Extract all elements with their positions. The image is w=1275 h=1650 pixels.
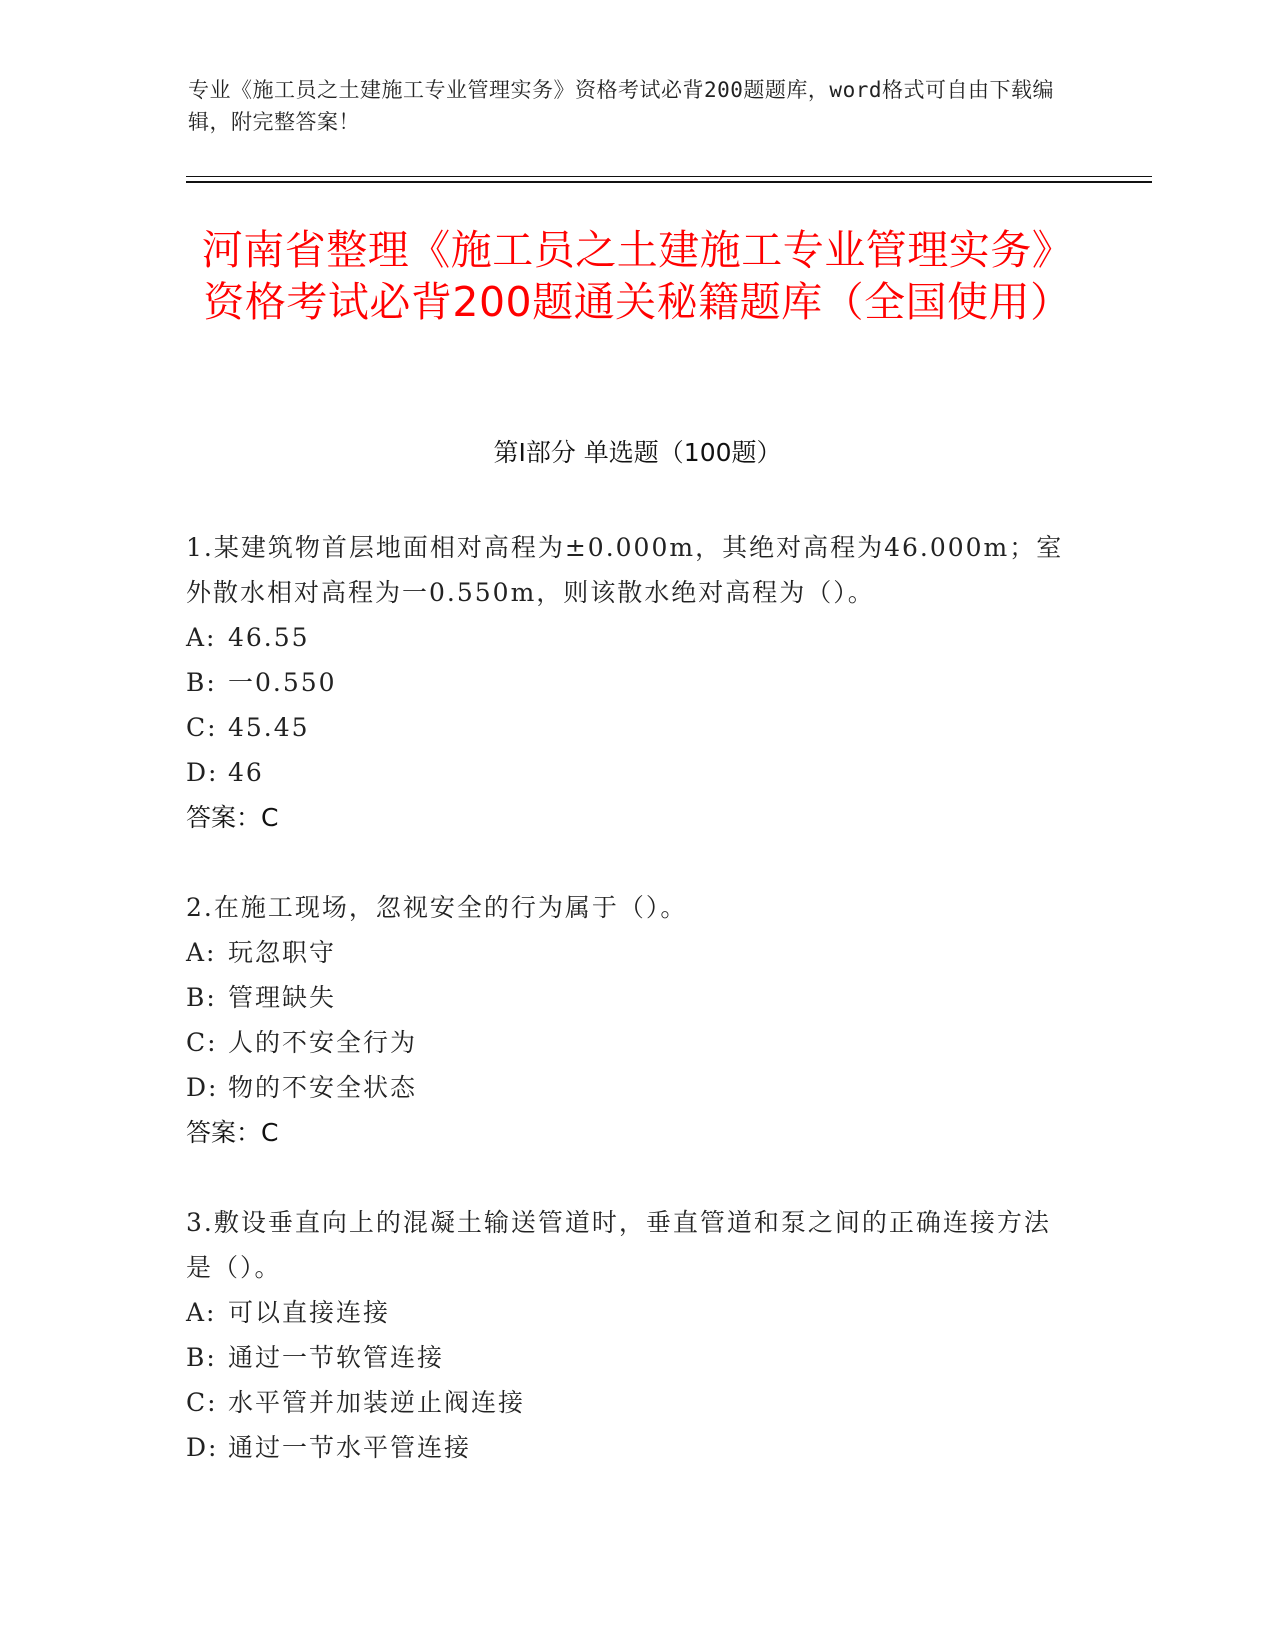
- question-1: [186, 525, 1086, 840]
- document-title: 河南省整理《施工员之土建施工专业管理实务》资格考试必背200题通关秘籍题库（全国使用）: [201, 226, 1074, 326]
- option-text: 管理缺失: [228, 983, 337, 1012]
- question-3: [186, 1200, 1086, 1470]
- option-b: [186, 660, 1086, 705]
- option-letter: C:: [186, 1388, 218, 1417]
- option-text: 玩忽职守: [228, 938, 337, 967]
- option-d: [186, 1425, 1086, 1470]
- option-text: 45.45: [228, 713, 310, 742]
- option-d: [186, 1065, 1086, 1110]
- header-note: 专业《施工员之土建施工专业管理实务》资格考试必背200题题库，word格式可自由下载编辑，附完整答案！: [188, 78, 1054, 134]
- option-text: 一0.550: [228, 668, 337, 697]
- option-text: 水平管并加装逆止阀连接: [228, 1388, 526, 1417]
- option-letter: D:: [186, 1073, 219, 1102]
- header-divider-thick: [186, 181, 1152, 183]
- option-letter: C:: [186, 713, 218, 742]
- option-letter: D:: [186, 1433, 219, 1462]
- option-text: 物的不安全状态: [228, 1073, 418, 1102]
- option-a: [186, 1290, 1086, 1335]
- answer-line: 答案：C: [186, 803, 279, 832]
- option-a: [186, 615, 1086, 660]
- option-text: 通过一节水平管连接: [228, 1433, 472, 1462]
- option-c: [186, 1020, 1086, 1065]
- option-text: 可以直接连接: [228, 1298, 391, 1327]
- section-heading: 第Ⅰ部分 单选题（100题）: [493, 438, 782, 467]
- question-2: [186, 885, 1086, 1155]
- option-a: [186, 930, 1086, 975]
- option-c: [186, 1380, 1086, 1425]
- question-stem: 3.敷设垂直向上的混凝土输送管道时，垂直管道和泵之间的正确连接方法是（）。: [186, 1208, 1051, 1282]
- option-b: [186, 1335, 1086, 1380]
- option-letter: B:: [186, 983, 217, 1012]
- option-d: [186, 750, 1086, 795]
- option-letter: B:: [186, 1343, 217, 1372]
- option-letter: A:: [186, 1298, 217, 1327]
- question-stem: 2.在施工现场，忽视安全的行为属于（）。: [186, 893, 688, 922]
- option-letter: A:: [186, 938, 217, 967]
- option-text: 通过一节软管连接: [228, 1343, 445, 1372]
- option-letter: A:: [186, 623, 217, 652]
- question-stem: 1.某建筑物首层地面相对高程为±0.000m，其绝对高程为46.000m；室外散水相对高程为一0.550m，则该散水绝对高程为（）。: [186, 533, 1064, 607]
- header-divider-thin: [186, 176, 1152, 177]
- answer-line: 答案：C: [186, 1118, 279, 1147]
- option-b: [186, 975, 1086, 1020]
- option-letter: D:: [186, 758, 219, 787]
- option-text: 46.55: [228, 623, 310, 652]
- question-list: [186, 525, 1086, 1515]
- option-c: [186, 705, 1086, 750]
- option-letter: C:: [186, 1028, 218, 1057]
- option-text: 人的不安全行为: [228, 1028, 418, 1057]
- option-letter: B:: [186, 668, 217, 697]
- option-text: 46: [228, 758, 264, 787]
